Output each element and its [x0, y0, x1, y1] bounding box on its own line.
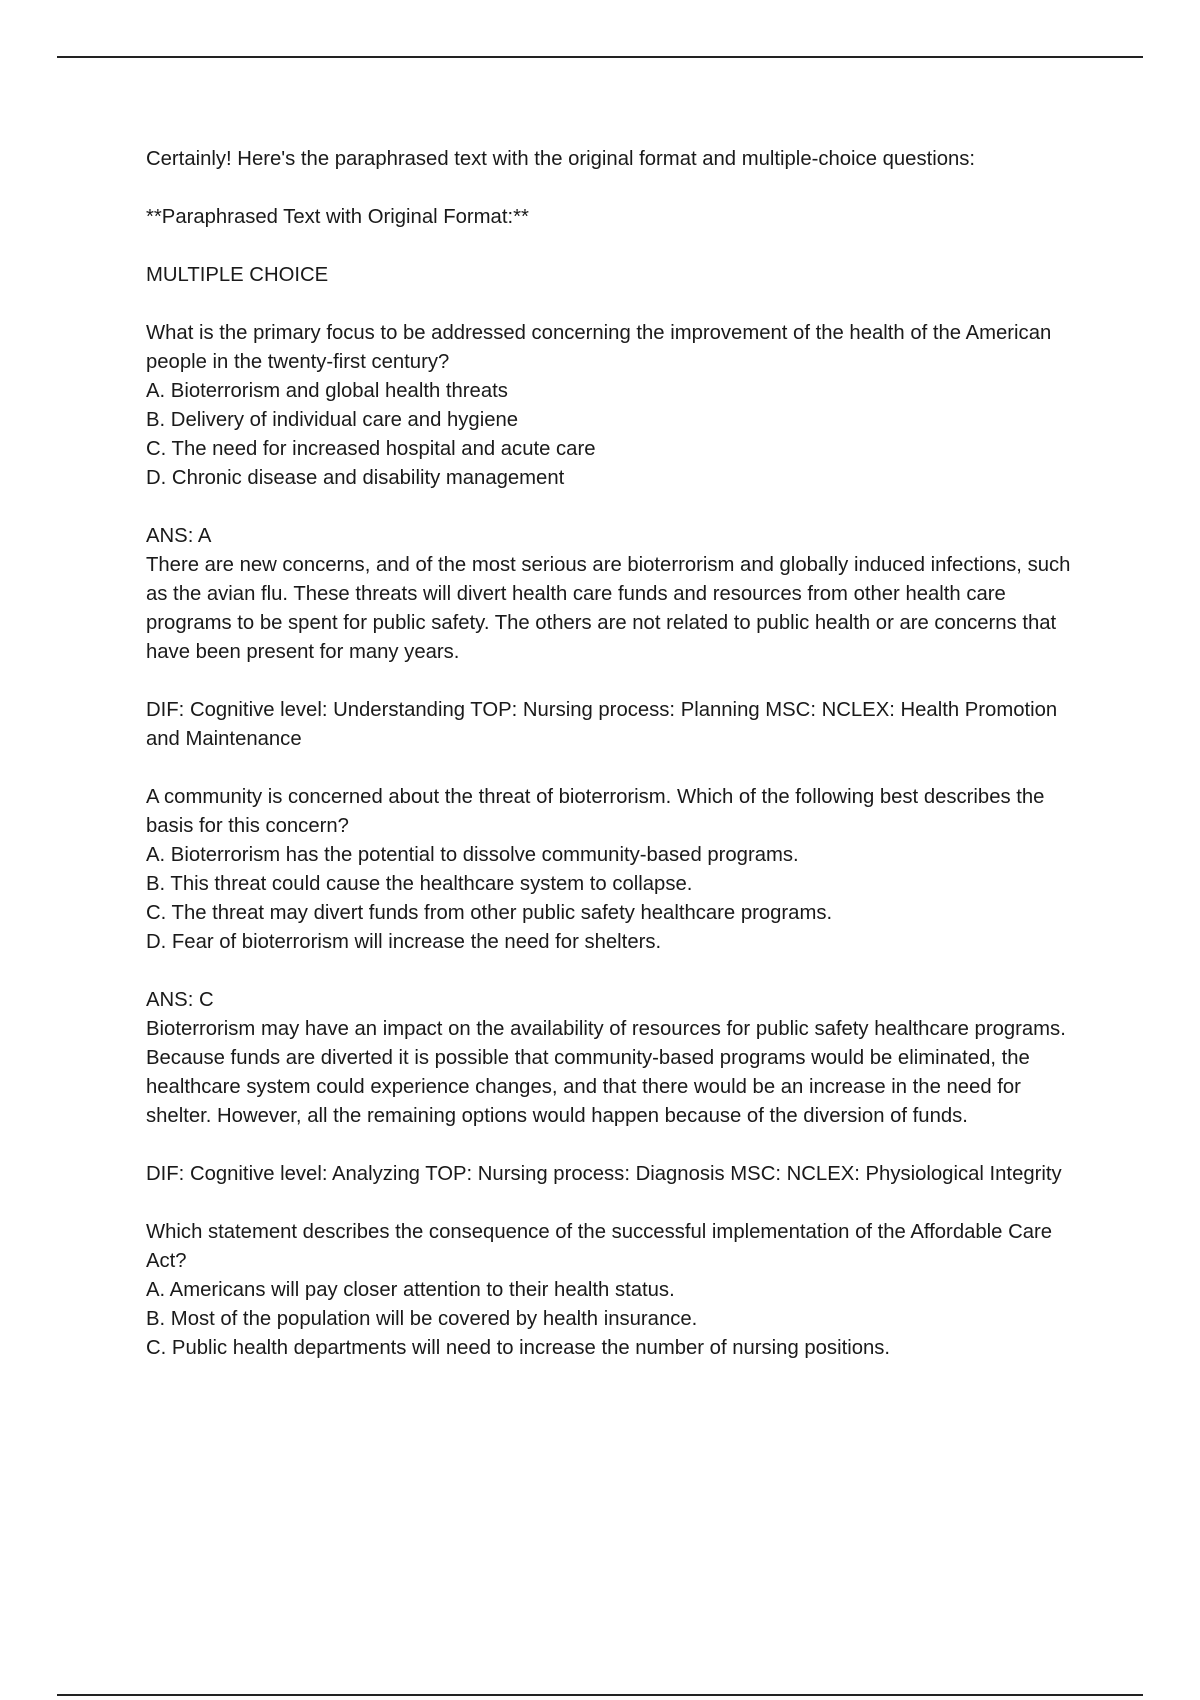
option-d: D. Fear of bioterrorism will increase the need for shelters. — [146, 931, 662, 953]
option-b: B. This threat could cause the healthcare system to collapse. — [146, 873, 693, 895]
option-c: C. The need for increased hospital and acute care — [146, 438, 596, 460]
option-b: B. Most of the population will be covered by health insurance. — [146, 1308, 698, 1330]
option-c: C. The threat may divert funds from other public safety healthcare programs. — [146, 902, 833, 924]
question-3 — [146, 1218, 1091, 1363]
rationale-text: Bioterrorism may have an impact on the availability of resources for public safety healthcare programs. Because funds are diverted it is possible that community-based programs would be eliminated, the healthcare system could experience changes, and that there would be an increase in the need for shelter. However, all the remaining options would happen because of the diversion of funds. — [146, 1018, 1066, 1127]
question-meta: DIF: Cognitive level: Understanding TOP: Nursing process: Planning MSC: NCLEX: Health Promotion and Maintenance — [146, 699, 1058, 750]
answer-key: ANS: A — [146, 525, 212, 547]
question-2 — [146, 783, 1091, 957]
header-rule — [57, 56, 1143, 58]
option-list — [146, 841, 1091, 957]
answer-key: ANS: C — [146, 989, 214, 1011]
question-1 — [146, 319, 1091, 493]
option-list — [146, 1276, 1091, 1363]
question-stem: What is the primary focus to be addressed concerning the improvement of the health of the American people in the twenty-first century? — [146, 322, 1052, 373]
rationale-text: There are new concerns, and of the most serious are bioterrorism and globally induced infections, such as the avian flu. These threats will divert health care funds and resources from other health care programs to be spent for public safety. The others are not related to public health or are concerns that have been present for many years. — [146, 554, 1071, 663]
option-a: A. Bioterrorism has the potential to dissolve community-based programs. — [146, 844, 799, 866]
option-a: A. Bioterrorism and global health threats — [146, 380, 508, 402]
question-meta: DIF: Cognitive level: Analyzing TOP: Nursing process: Diagnosis MSC: NCLEX: Physiological Integrity — [146, 1163, 1062, 1185]
option-list — [146, 377, 1091, 493]
answer-block-2 — [146, 986, 1091, 1131]
document-body — [146, 145, 1091, 1392]
answer-block-1 — [146, 522, 1091, 667]
subheading: **Paraphrased Text with Original Format:** — [146, 206, 529, 228]
section-title: MULTIPLE CHOICE — [146, 264, 329, 286]
option-c: C. Public health departments will need to increase the number of nursing positions. — [146, 1337, 891, 1359]
option-d: D. Chronic disease and disability management — [146, 467, 565, 489]
option-b: B. Delivery of individual care and hygiene — [146, 409, 519, 431]
question-stem: A community is concerned about the threat of bioterrorism. Which of the following best describes the basis for this concern? — [146, 786, 1045, 837]
question-stem: Which statement describes the consequence of the successful implementation of the Affordable Care Act? — [146, 1221, 1053, 1272]
footer-rule — [57, 1694, 1143, 1696]
intro-text: Certainly! Here's the paraphrased text with the original format and multiple-choice questions: — [146, 148, 976, 170]
option-a: A. Americans will pay closer attention to their health status. — [146, 1279, 675, 1301]
